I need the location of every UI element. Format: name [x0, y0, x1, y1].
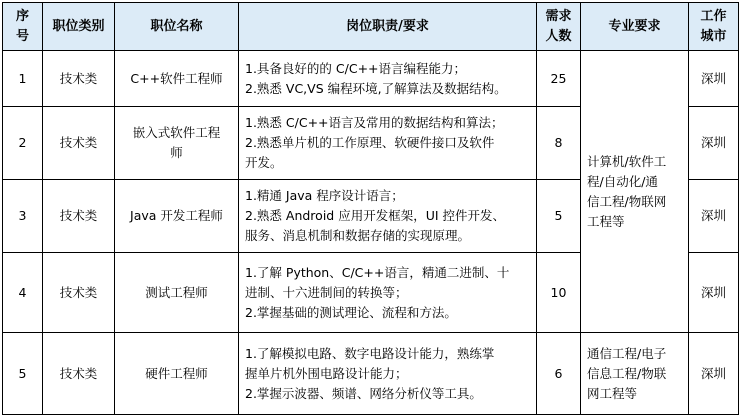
cell-category: 技术类 [43, 253, 115, 333]
cell-city: 深圳 [689, 180, 739, 253]
cell-category: 技术类 [43, 180, 115, 253]
cell-title: Java 开发工程师 [115, 180, 239, 253]
cell-no: 5 [3, 333, 43, 415]
cell-category: 技术类 [43, 51, 115, 107]
cell-count: 6 [537, 333, 581, 415]
cell-duties: 1.精通 Java 程序设计语言； 2.熟悉 Android 应用开发框架，UI 控件开发、 服务、消息机制和数据存储的实现原理。 [239, 180, 537, 253]
cell-category: 技术类 [43, 107, 115, 180]
header-category: 职位类别 [43, 3, 115, 51]
cell-count: 10 [537, 253, 581, 333]
header-city: 工作 城市 [689, 3, 739, 51]
cell-city: 深圳 [689, 333, 739, 415]
cell-count: 8 [537, 107, 581, 180]
job-table [2, 2, 739, 415]
cell-title: 嵌入式软件工程 师 [115, 107, 239, 180]
cell-no: 1 [3, 51, 43, 107]
header-count: 需求 人数 [537, 3, 581, 51]
cell-duties: 1.了解 Python、C/C++语言，精通二进制、十 进制、十六进制间的转换等； 2.掌握基础的测试理论、流程和方法。 [239, 253, 537, 333]
cell-major-group-1: 计算机/软件工 程/自动化/通 信工程/物联网 工程等 [581, 51, 689, 333]
header-major: 专业要求 [581, 3, 689, 51]
cell-duties: 1.熟悉 C/C++语言及常用的数据结构和算法； 2.熟悉单片机的工作原理、软硬件接口及软件 开发。 [239, 107, 537, 180]
cell-count: 5 [537, 180, 581, 253]
table-row [3, 333, 739, 415]
header-no: 序 号 [3, 3, 43, 51]
cell-no: 2 [3, 107, 43, 180]
header-title: 职位名称 [115, 3, 239, 51]
cell-city: 深圳 [689, 253, 739, 333]
cell-no: 3 [3, 180, 43, 253]
cell-major-group-2: 通信工程/电子 信息工程/物联 网工程等 [581, 333, 689, 415]
cell-title: 测试工程师 [115, 253, 239, 333]
cell-count: 25 [537, 51, 581, 107]
table-row [3, 51, 739, 107]
cell-city: 深圳 [689, 51, 739, 107]
cell-title: C++软件工程师 [115, 51, 239, 107]
cell-city: 深圳 [689, 107, 739, 180]
cell-title: 硬件工程师 [115, 333, 239, 415]
header-duties: 岗位职责/要求 [239, 3, 537, 51]
cell-duties: 1.具备良好的的 C/C++语言编程能力； 2.熟悉 VC,VS 编程环境,了解算法及数据结构。 [239, 51, 537, 107]
cell-category: 技术类 [43, 333, 115, 415]
cell-no: 4 [3, 253, 43, 333]
cell-duties: 1.了解模拟电路、数字电路设计能力，熟练掌 握单片机外围电路设计能力； 2.掌握示波器、频谱、网络分析仪等工具。 [239, 333, 537, 415]
header-row [3, 3, 739, 51]
